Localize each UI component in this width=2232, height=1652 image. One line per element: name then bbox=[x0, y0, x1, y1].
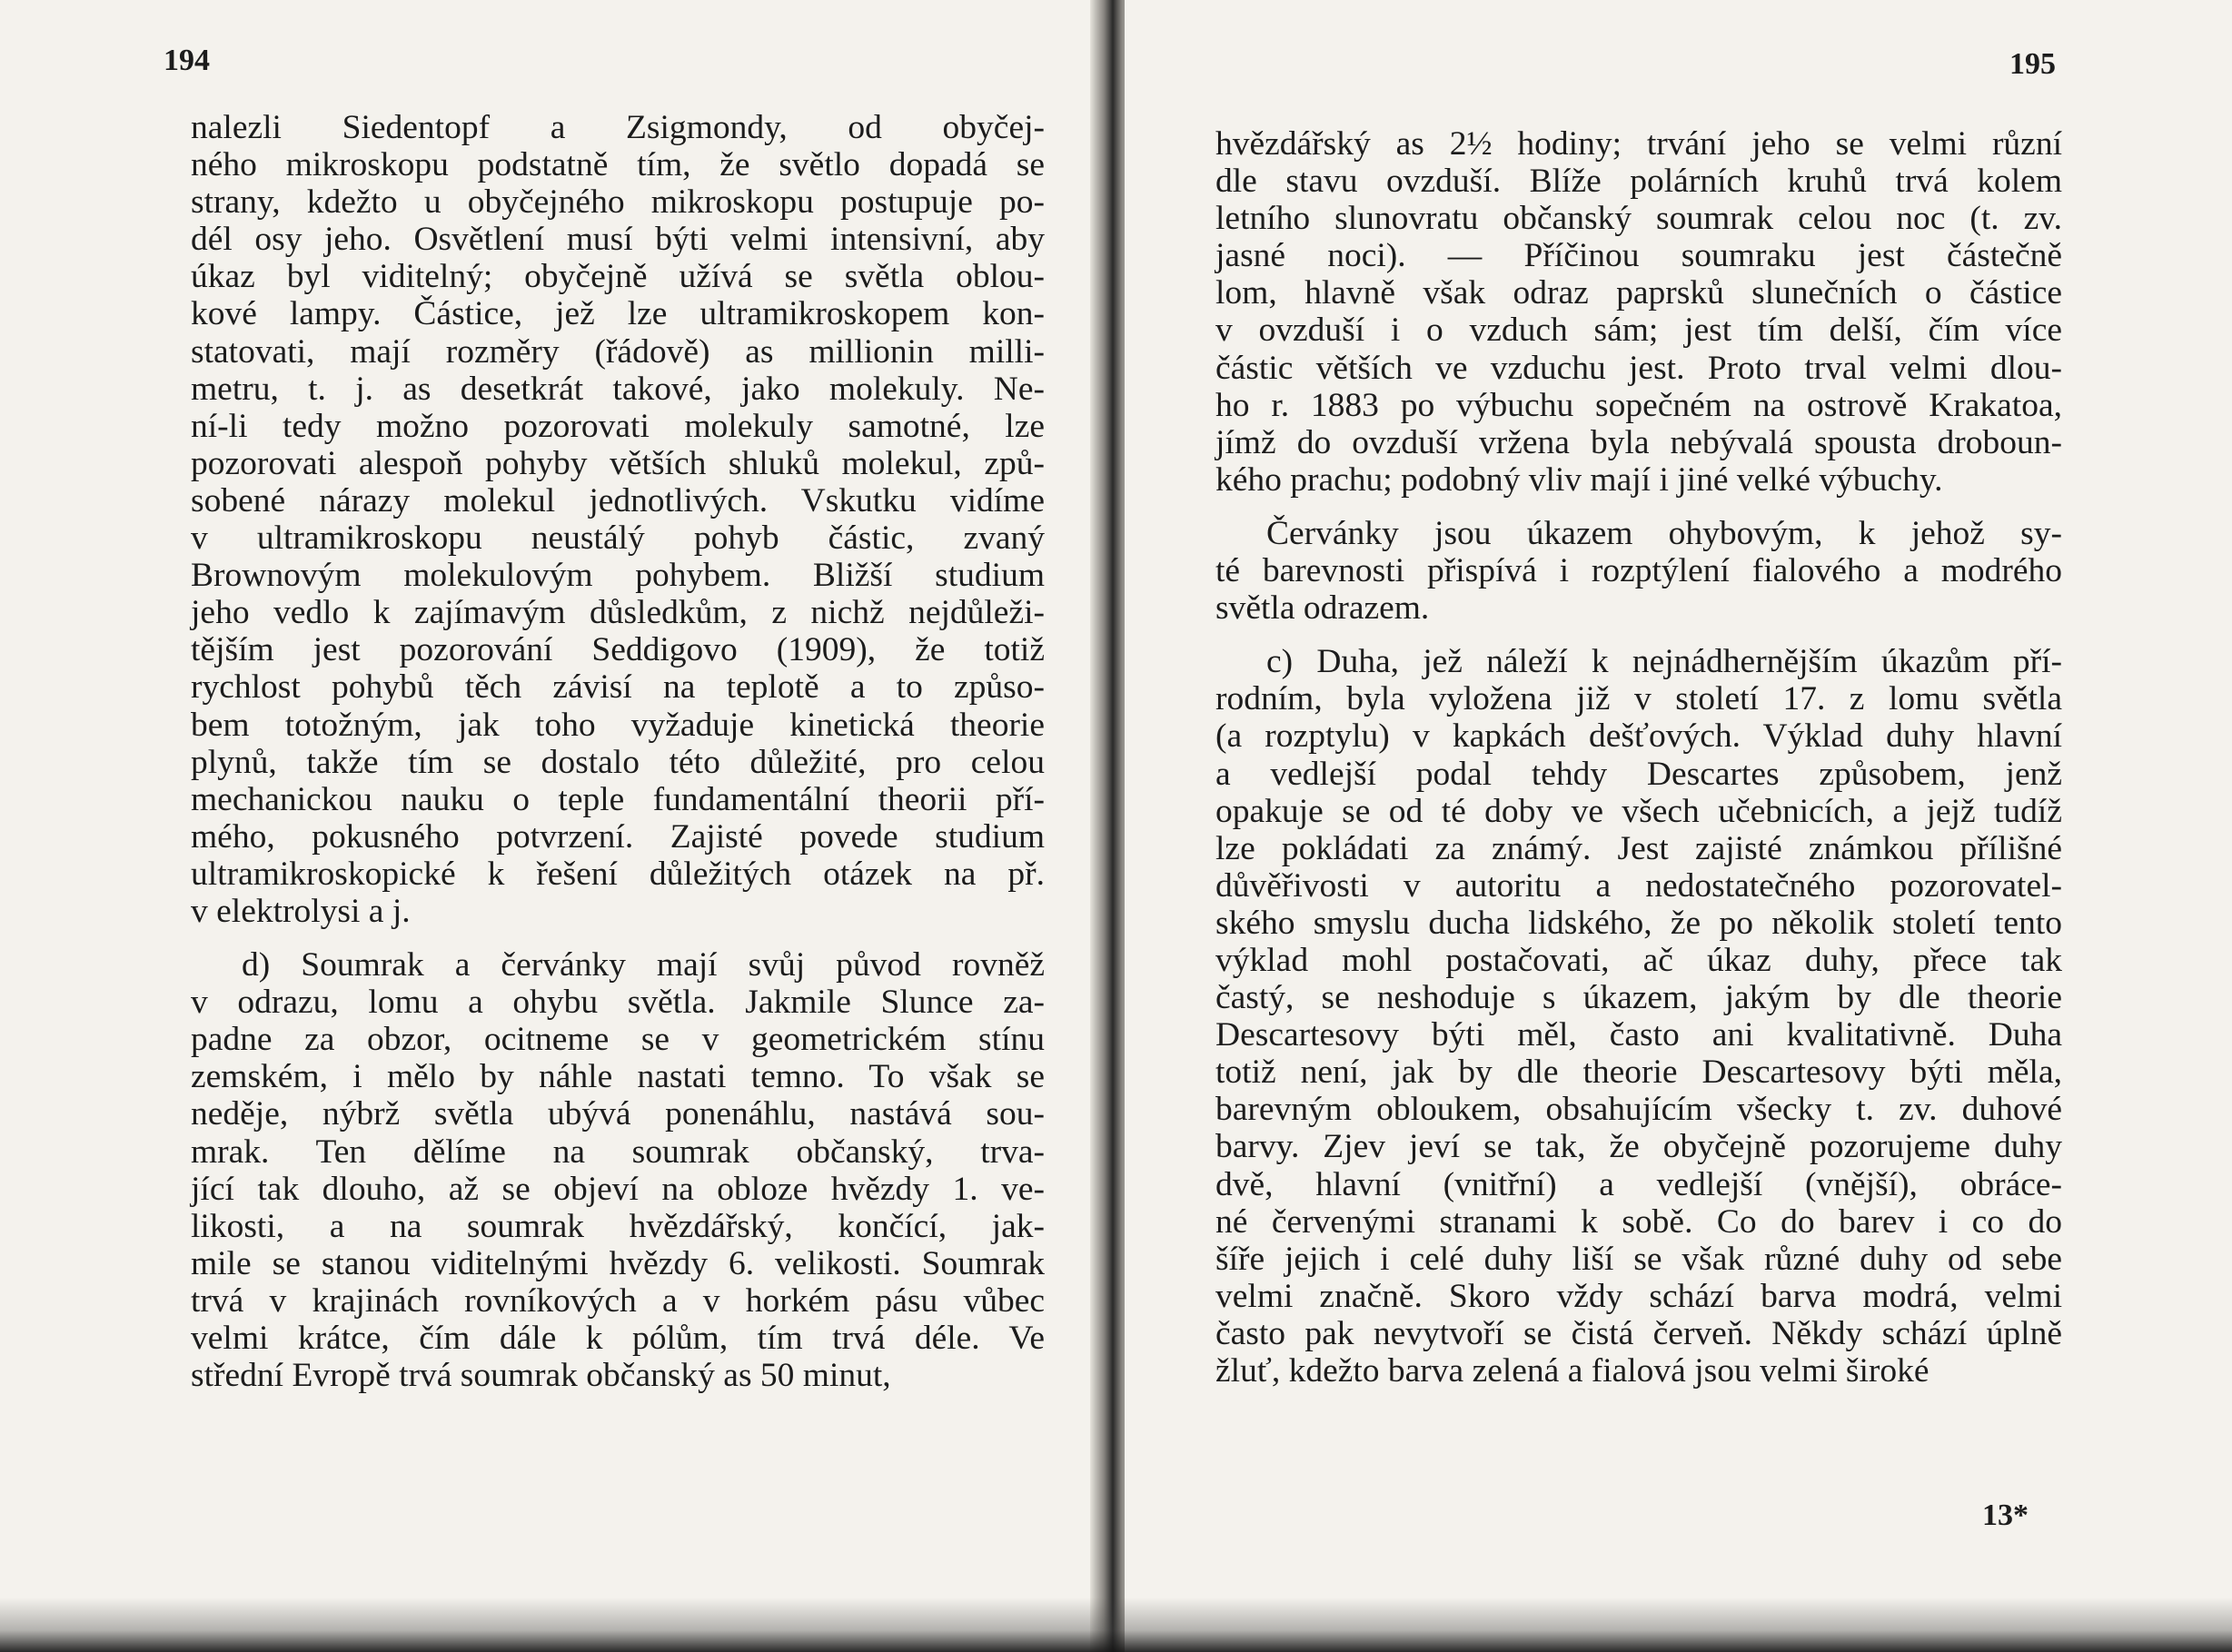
text-line: barevným obloukem, obsahujícím všecky t. zv. duhové bbox=[1215, 1091, 2062, 1129]
text-line: zemském, i mělo by náhle nastati temno. To však se bbox=[191, 1058, 1045, 1096]
text-line: částic větších ve vzduchu jest. Proto trval velmi dlou- bbox=[1215, 349, 2062, 387]
text-line: ho r. 1883 po výbuchu sopečném na ostrově Krakatoa, bbox=[1215, 386, 2062, 424]
text-line: mrak. Ten dělíme na soumrak občanský, trva- bbox=[191, 1133, 1045, 1171]
text-line: nalezli Siedentopf a Zsigmondy, od obyčej- bbox=[191, 109, 1045, 146]
text-line: té barevnosti přispívá i rozptýlení fialového a modrého bbox=[1215, 552, 2062, 590]
text-line: ského smyslu ducha lidského, že po několik století tento bbox=[1215, 904, 2062, 942]
text-line: velmi krátce, čím dále k pólům, tím trvá déle. Ve bbox=[191, 1320, 1045, 1357]
text-line: kové lampy. Částice, jež lze ultramikroskopem kon- bbox=[191, 295, 1045, 333]
text-line: v ultramikroskopu neustálý pohyb částic, zvaný bbox=[191, 519, 1045, 558]
text-line: (a rozptylu) v kapkách dešťových. Výklad duhy hlavní bbox=[1215, 717, 2062, 756]
text-line: opakuje se od té doby ve všech učebnicích, a jejž tudíž bbox=[1215, 792, 2062, 830]
text-line: žluť, kdežto barva zelená a fialová jsou velmi široké bbox=[1215, 1352, 1929, 1390]
page-number-right: 195 bbox=[2009, 47, 2056, 81]
text-line: c) Duha, jež náleží k nejnádhernějším úkazům pří- bbox=[1266, 643, 2062, 681]
text-line: jící tak dlouho, až se objeví na obloze hvězdy 1. ve- bbox=[191, 1170, 1045, 1208]
text-line: důvěřivosti v autoritu a nedostatečného pozorovatel- bbox=[1215, 866, 2062, 905]
text-line: dle stavu ovzduší. Blíže polárních kruhů trvá kolem bbox=[1215, 163, 2062, 201]
text-line: barvy. Zjev jeví se tak, že obyčejně pozorujeme duhy bbox=[1215, 1128, 2062, 1166]
text-line: metru, t. j. as desetkrát takové, jako molekuly. Ne- bbox=[191, 370, 1045, 408]
text-line: né červenými stranami k sobě. Co do barev i co do bbox=[1215, 1202, 2062, 1241]
text-line: jímž do ovzduší vržena byla nebývalá spousta droboun- bbox=[1215, 423, 2062, 461]
left-paragraph-2 bbox=[191, 946, 1045, 1394]
signature-mark: 13* bbox=[1982, 1499, 2029, 1532]
left-page bbox=[0, 0, 1101, 1652]
left-paragraph-1 bbox=[191, 109, 1045, 930]
text-line: velmi značně. Skoro vždy schází barva modrá, velmi bbox=[1215, 1277, 2062, 1315]
text-line: hvězdářský as 2½ hodiny; trvání jeho se velmi různí bbox=[1215, 125, 2062, 163]
text-line: v odrazu, lomu a ohybu světla. Jakmile Slunce za- bbox=[191, 984, 1045, 1022]
text-line: plynů, takže tím se dostalo této důležité, pro celou bbox=[191, 743, 1045, 781]
text-line: d) Soumrak a červánky mají svůj původ rovněž bbox=[242, 946, 1045, 984]
text-line: likosti, a na soumrak hvězdářský, končící, jak- bbox=[191, 1207, 1045, 1245]
text-line: v ovzduší i o vzduch sám; jest tím delší, čím více bbox=[1215, 312, 2062, 350]
text-line: střední Evropě trvá soumrak občanský as 50 minut, bbox=[191, 1357, 891, 1395]
text-line: šíře jejich i celé duhy liší se však různé duhy od sebe bbox=[1215, 1240, 2062, 1278]
text-line: lze pokládati za známý. Jest zajisté známkou přílišné bbox=[1215, 829, 2062, 867]
text-line: v elektrolysi a j. bbox=[191, 892, 411, 930]
text-line: bem totožným, jak toho vyžaduje kinetická theorie bbox=[191, 706, 1045, 744]
text-line: úkaz byl viditelný; obyčejně užívá se světla oblou- bbox=[191, 258, 1045, 296]
text-line: totiž není, jak by dle theorie Descartesovy býti měla, bbox=[1215, 1054, 2062, 1092]
text-line: letního slunovratu občanský soumrak celou noc (t. zv. bbox=[1215, 200, 2062, 238]
text-line: rodním, byla vyložena již v století 17. z lomu světla bbox=[1215, 680, 2062, 718]
text-line: neděje, nýbrž světla ubývá ponenáhlu, nastává sou- bbox=[191, 1095, 1045, 1133]
right-paragraph-2 bbox=[1215, 515, 2062, 627]
text-line: padne za obzor, ocitneme se v geometrickém stínu bbox=[191, 1021, 1045, 1059]
text-line: statovati, mají rozměry (řádově) as millionin milli- bbox=[191, 332, 1045, 371]
text-line: ní-li tedy možno pozorovati molekuly samotné, lze bbox=[191, 407, 1045, 445]
text-line: rychlost pohybů těch závisí na teplotě a to způso- bbox=[191, 668, 1045, 707]
text-line: a vedlejší podal tehdy Descartes způsobem, jenž bbox=[1215, 755, 2062, 793]
text-line: ného mikroskopu podstatně tím, že světlo dopadá se bbox=[191, 146, 1045, 184]
text-line: často pak nevytvoří se čistá červeň. Někdy schází úplně bbox=[1215, 1314, 2062, 1352]
text-line: tějším jest pozorování Seddigovo (1909), že totiž bbox=[191, 631, 1045, 669]
text-line: Descartesovy býti měl, často ani kvalitativně. Duha bbox=[1215, 1016, 2062, 1054]
text-line: lom, hlavně však odraz paprsků slunečních o částice bbox=[1215, 274, 2062, 312]
text-line: Červánky jsou úkazem ohybovým, k jehož sy- bbox=[1266, 514, 2062, 552]
text-line: mile se stanou viditelnými hvězdy 6. velikosti. Soumrak bbox=[191, 1244, 1045, 1282]
text-line: dvě, hlavní (vnitřní) a vedlejší (vnější), obrácе- bbox=[1215, 1165, 2062, 1203]
page-number-left: 194 bbox=[164, 44, 210, 77]
text-line: mechanickou nauku o teple fundamentální theorii pří- bbox=[191, 780, 1045, 818]
right-paragraph-1 bbox=[1215, 125, 2062, 499]
right-page bbox=[1125, 0, 2232, 1652]
text-line: světla odrazem. bbox=[1215, 589, 1430, 628]
text-line: jasné noci). — Příčinou soumraku jest částečně bbox=[1215, 237, 2062, 275]
right-paragraph-3 bbox=[1215, 643, 2062, 1390]
text-line: Brownovým molekulovým pohybem. Bližší studium bbox=[191, 557, 1045, 595]
text-line: dél osy jeho. Osvětlení musí býti velmi intensivní, aby bbox=[191, 221, 1045, 259]
text-line: sobené nárazy molekul jednotlivých. Vskutku vidíme bbox=[191, 481, 1045, 519]
text-line: výklad mohl postačovati, ač úkaz duhy, přece tak bbox=[1215, 941, 2062, 979]
right-text-block bbox=[1215, 125, 2062, 1390]
text-line: jeho vedlo k zajímavým důsledkům, z nichž nejdůleži- bbox=[191, 594, 1045, 632]
text-line: pozorovati alespoň pohyby větších shluků molekul, způ- bbox=[191, 444, 1045, 482]
text-line: kého prachu; podobný vliv mají i jiné velké výbuchy. bbox=[1215, 460, 1943, 499]
text-line: ultramikroskopické k řešení důležitých otázek na př. bbox=[191, 855, 1045, 893]
text-line: trvá v krajinách rovníkových a v horkém pásu vůbec bbox=[191, 1281, 1045, 1320]
page-bottom-shadow bbox=[0, 1598, 2232, 1652]
left-text-block bbox=[191, 109, 1045, 1394]
text-line: častý, se neshoduje s úkazem, jakým by dle theorie bbox=[1215, 979, 2062, 1017]
text-line: strany, kdežto u obyčejného mikroskopu postupuje po- bbox=[191, 183, 1045, 222]
text-line: mého, pokusného potvrzení. Zajisté povede studium bbox=[191, 817, 1045, 856]
